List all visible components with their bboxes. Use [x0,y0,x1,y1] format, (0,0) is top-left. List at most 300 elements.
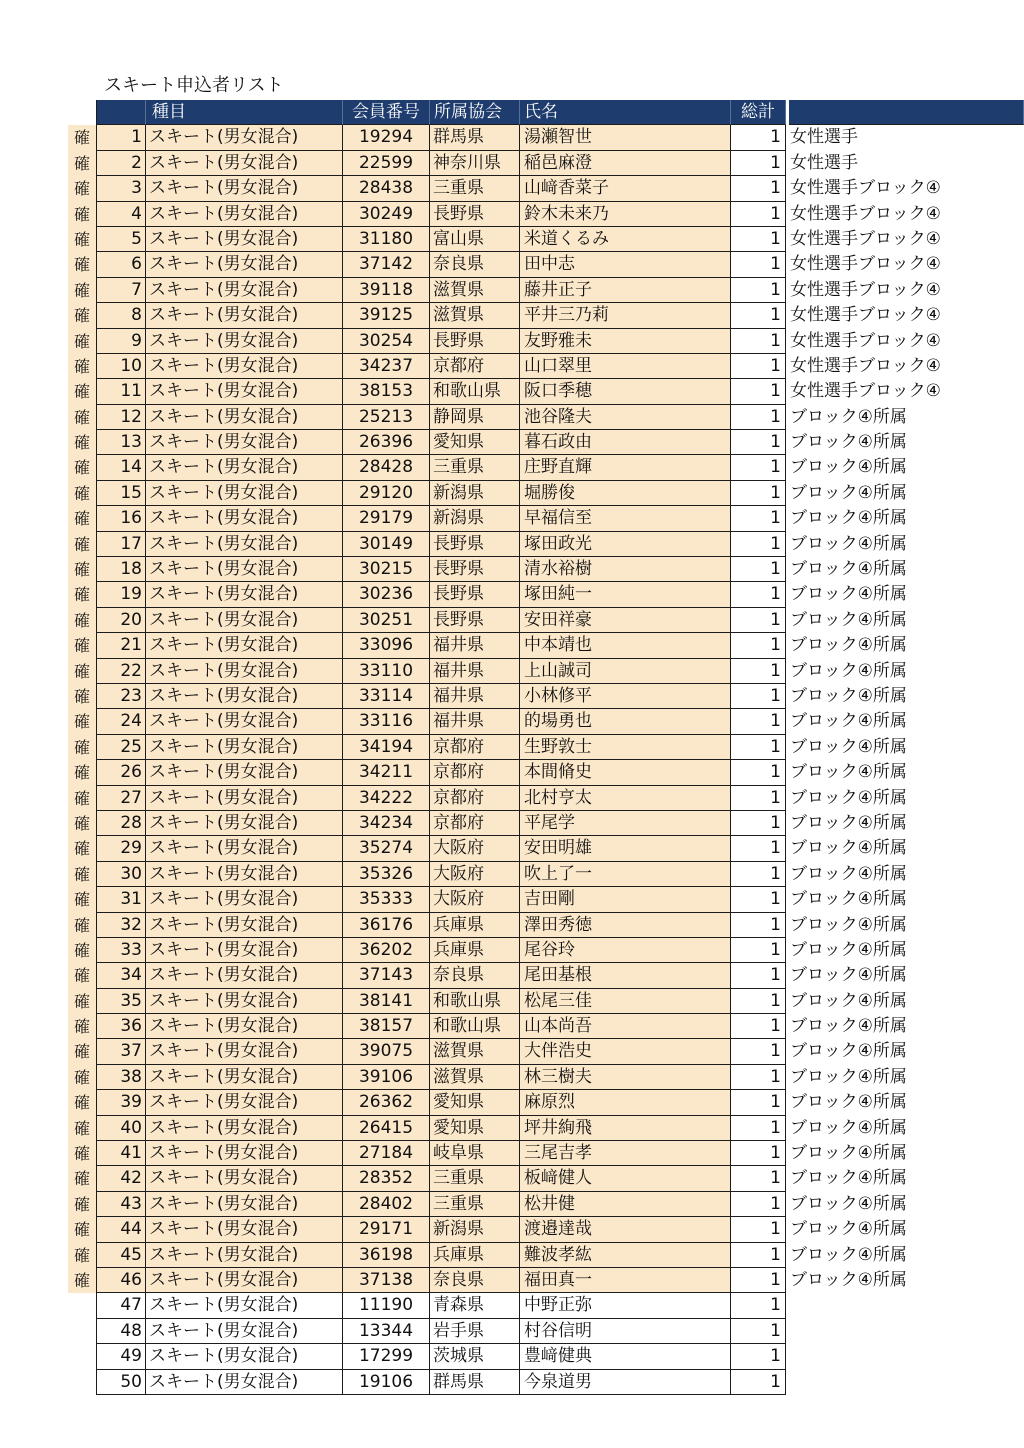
row-number: 49 [96,1344,146,1369]
note-cell: ブロック④所属 [790,1041,907,1062]
prefecture-cell: 三重県 [430,455,520,480]
note-cell: ブロック④所属 [790,1219,907,1240]
note-cell: 女性選手ブロック④ [790,254,941,275]
confirm-mark: 確 [68,709,96,734]
confirm-mark: 確 [68,405,96,430]
total-cell: 1 [731,1014,786,1039]
event-cell: スキート(男女混合) [146,659,343,684]
prefecture-cell: 奈良県 [430,252,520,277]
name-cell: 清水裕樹 [520,557,731,582]
note-cell: ブロック④所属 [790,1193,907,1214]
row-number: 47 [96,1293,146,1318]
total-cell: 1 [731,709,786,734]
row-number: 48 [96,1319,146,1344]
row-number: 39 [96,1090,146,1115]
member-number-cell: 28352 [343,1166,430,1191]
confirm-mark: 確 [68,176,96,201]
row-number: 11 [96,379,146,404]
row-number: 28 [96,811,146,836]
event-cell: スキート(男女混合) [146,1065,343,1090]
total-cell: 1 [731,1243,786,1268]
note-cell: ブロック④所属 [790,609,907,630]
name-cell: 北村亨太 [520,786,731,811]
prefecture-cell: 京都府 [430,760,520,785]
confirm-mark: 確 [68,1141,96,1166]
member-number-cell: 37143 [343,963,430,988]
confirm-mark: 確 [68,1192,96,1217]
confirm-mark: 確 [68,430,96,455]
row-number: 31 [96,887,146,912]
total-cell: 1 [731,506,786,531]
total-cell: 1 [731,1090,786,1115]
member-number-cell: 34194 [343,735,430,760]
prefecture-cell: 奈良県 [430,1268,520,1293]
event-cell: スキート(男女混合) [146,303,343,328]
row-number: 13 [96,430,146,455]
name-cell: 塚田政光 [520,532,731,557]
member-number-cell: 39106 [343,1065,430,1090]
header-note [789,100,1024,125]
note-cell: ブロック④所属 [790,1168,907,1189]
name-cell: 松井健 [520,1192,731,1217]
note-cell: ブロック④所属 [790,889,907,910]
total-cell: 1 [731,684,786,709]
prefecture-cell: 奈良県 [430,963,520,988]
confirm-mark: 確 [68,862,96,887]
prefecture-cell: 兵庫県 [430,938,520,963]
event-cell: スキート(男女混合) [146,1014,343,1039]
row-number: 35 [96,989,146,1014]
row-number: 32 [96,913,146,938]
prefecture-cell: 長野県 [430,608,520,633]
note-cell: ブロック④所属 [790,508,907,529]
row-number: 44 [96,1217,146,1242]
event-cell: スキート(男女混合) [146,202,343,227]
prefecture-cell: 京都府 [430,735,520,760]
prefecture-cell: 三重県 [430,176,520,201]
confirm-mark: 確 [68,608,96,633]
event-cell: スキート(男女混合) [146,760,343,785]
confirm-mark: 確 [68,354,96,379]
row-number: 1 [96,125,146,150]
prefecture-cell: 三重県 [430,1166,520,1191]
prefecture-cell: 新潟県 [430,1217,520,1242]
note-cell: ブロック④所属 [790,1244,907,1265]
row-number: 22 [96,659,146,684]
member-number-cell: 28438 [343,176,430,201]
member-number-cell: 39118 [343,278,430,303]
prefecture-cell: 長野県 [430,532,520,557]
name-cell: 塚田純一 [520,582,731,607]
total-cell: 1 [731,862,786,887]
confirm-mark: 確 [68,1065,96,1090]
prefecture-cell: 長野県 [430,329,520,354]
total-cell: 1 [731,1166,786,1191]
event-cell: スキート(男女混合) [146,481,343,506]
event-cell: スキート(男女混合) [146,252,343,277]
note-cell: 女性選手ブロック④ [790,178,941,199]
event-cell: スキート(男女混合) [146,887,343,912]
confirm-mark: 確 [68,329,96,354]
event-cell: スキート(男女混合) [146,582,343,607]
event-cell: スキート(男女混合) [146,684,343,709]
row-number: 46 [96,1268,146,1293]
total-cell: 1 [731,659,786,684]
row-number: 12 [96,405,146,430]
prefecture-cell: 京都府 [430,811,520,836]
event-cell: スキート(男女混合) [146,811,343,836]
confirm-mark: 確 [68,151,96,176]
total-cell: 1 [731,582,786,607]
confirm-mark: 確 [68,1166,96,1191]
note-cell: ブロック④所属 [790,838,907,859]
prefecture-cell: 兵庫県 [430,1243,520,1268]
name-cell: 本間脩史 [520,760,731,785]
event-cell: スキート(男女混合) [146,1268,343,1293]
confirm-mark: 確 [68,379,96,404]
prefecture-cell: 和歌山県 [430,989,520,1014]
total-cell: 1 [731,1217,786,1242]
event-cell: スキート(男女混合) [146,125,343,150]
row-number: 27 [96,786,146,811]
confirm-mark: 確 [68,303,96,328]
member-number-cell: 31180 [343,227,430,252]
event-cell: スキート(男女混合) [146,786,343,811]
row-number: 20 [96,608,146,633]
total-cell: 1 [731,1065,786,1090]
total-cell: 1 [731,202,786,227]
name-cell: 尾谷玲 [520,938,731,963]
note-cell: ブロック④所属 [790,1066,907,1087]
member-number-cell: 19294 [343,125,430,150]
prefecture-cell: 福井県 [430,659,520,684]
note-cell: 女性選手 [790,127,858,148]
member-number-cell: 28428 [343,455,430,480]
name-cell: 藤井正子 [520,278,731,303]
name-cell: 安田祥豪 [520,608,731,633]
name-cell: 豊﨑健典 [520,1344,731,1369]
note-cell: 女性選手ブロック④ [790,203,941,224]
confirm-mark: 確 [68,811,96,836]
member-number-cell: 19106 [343,1370,430,1395]
total-cell: 1 [731,278,786,303]
total-cell: 1 [731,1268,786,1293]
event-cell: スキート(男女混合) [146,506,343,531]
total-cell: 1 [731,633,786,658]
event-cell: スキート(男女混合) [146,1039,343,1064]
note-cell: ブロック④所属 [790,635,907,656]
row-number: 40 [96,1116,146,1141]
note-cell: ブロック④所属 [790,812,907,833]
name-cell: 湯瀬智世 [520,125,731,150]
confirm-mark: 確 [68,887,96,912]
total-cell: 1 [731,430,786,455]
total-cell: 1 [731,329,786,354]
row-number: 43 [96,1192,146,1217]
event-cell: スキート(男女混合) [146,989,343,1014]
prefecture-cell: 大阪府 [430,887,520,912]
event-cell: スキート(男女混合) [146,1293,343,1318]
prefecture-cell: 京都府 [430,786,520,811]
event-cell: スキート(男女混合) [146,151,343,176]
prefecture-cell: 岐阜県 [430,1141,520,1166]
name-cell: 松尾三佳 [520,989,731,1014]
row-number: 6 [96,252,146,277]
row-number: 8 [96,303,146,328]
prefecture-cell: 群馬県 [430,1370,520,1395]
note-cell: ブロック④所属 [790,482,907,503]
prefecture-cell: 長野県 [430,557,520,582]
total-cell: 1 [731,303,786,328]
note-cell: ブロック④所属 [790,533,907,554]
event-cell: スキート(男女混合) [146,379,343,404]
note-cell [789,1293,1024,1318]
total-cell: 1 [731,405,786,430]
total-cell: 1 [731,1370,786,1395]
row-number: 24 [96,709,146,734]
event-cell: スキート(男女混合) [146,176,343,201]
confirm-mark: 確 [68,1217,96,1242]
row-number: 42 [96,1166,146,1191]
member-number-cell: 33096 [343,633,430,658]
name-cell: 田中志 [520,252,731,277]
prefecture-cell: 大阪府 [430,862,520,887]
row-number: 14 [96,455,146,480]
event-cell: スキート(男女混合) [146,227,343,252]
confirm-mark: 確 [68,963,96,988]
member-number-cell: 22599 [343,151,430,176]
prefecture-cell: 大阪府 [430,836,520,861]
note-cell: ブロック④所属 [790,787,907,808]
note-cell: ブロック④所属 [790,660,907,681]
note-cell: ブロック④所属 [790,863,907,884]
confirm-mark: 確 [68,532,96,557]
note-cell: ブロック④所属 [790,914,907,935]
note-cell [789,1344,1024,1369]
name-cell: 的場勇也 [520,709,731,734]
row-number: 37 [96,1039,146,1064]
note-cell: 女性選手ブロック④ [790,228,941,249]
confirm-mark: 確 [68,1090,96,1115]
note-cell: ブロック④所属 [790,685,907,706]
prefecture-cell: 和歌山県 [430,1014,520,1039]
row-number: 23 [96,684,146,709]
name-cell: 麻原烈 [520,1090,731,1115]
note-cell: ブロック④所属 [790,711,907,732]
member-number-cell: 29171 [343,1217,430,1242]
note-cell: ブロック④所属 [790,736,907,757]
name-cell: 中野正弥 [520,1293,731,1318]
prefecture-cell: 福井県 [430,709,520,734]
total-cell: 1 [731,1192,786,1217]
row-number: 29 [96,836,146,861]
member-number-cell: 35274 [343,836,430,861]
confirm-mark: 確 [68,582,96,607]
name-cell: 平井三乃莉 [520,303,731,328]
confirm-mark [68,1344,96,1369]
member-number-cell: 29120 [343,481,430,506]
prefecture-cell: 青森県 [430,1293,520,1318]
name-cell: 吉田剛 [520,887,731,912]
confirm-mark: 確 [68,1014,96,1039]
name-cell: 庄野直輝 [520,455,731,480]
row-number: 3 [96,176,146,201]
event-cell: スキート(男女混合) [146,1370,343,1395]
total-cell: 1 [731,913,786,938]
event-cell: スキート(男女混合) [146,633,343,658]
name-cell: 坪井絢飛 [520,1116,731,1141]
name-cell: 難波孝紘 [520,1243,731,1268]
event-cell: スキート(男女混合) [146,557,343,582]
member-number-cell: 25213 [343,405,430,430]
confirm-mark: 確 [68,760,96,785]
total-cell: 1 [731,989,786,1014]
total-cell: 1 [731,836,786,861]
event-cell: スキート(男女混合) [146,1192,343,1217]
event-cell: スキート(男女混合) [146,1166,343,1191]
name-cell: 大伴浩史 [520,1039,731,1064]
prefecture-cell: 愛知県 [430,1090,520,1115]
name-cell: 板﨑健人 [520,1166,731,1191]
name-cell: 早福信至 [520,506,731,531]
name-cell: 小林修平 [520,684,731,709]
confirm-mark: 確 [68,735,96,760]
row-number: 19 [96,582,146,607]
note-cell [789,1319,1024,1344]
row-number: 5 [96,227,146,252]
event-cell: スキート(男女混合) [146,1344,343,1369]
note-cell: ブロック④所属 [790,432,907,453]
note-cell: ブロック④所属 [790,406,907,427]
note-cell: ブロック④所属 [790,457,907,478]
confirm-mark: 確 [68,455,96,480]
header-total: 総計 [731,100,786,125]
total-cell: 1 [731,1116,786,1141]
member-number-cell: 26396 [343,430,430,455]
row-number: 15 [96,481,146,506]
member-number-cell: 33114 [343,684,430,709]
confirm-mark: 確 [68,202,96,227]
header-no [96,100,146,125]
member-number-cell: 38153 [343,379,430,404]
prefecture-cell: 滋賀県 [430,1039,520,1064]
event-cell: スキート(男女混合) [146,836,343,861]
name-cell: 吹上了一 [520,862,731,887]
confirm-mark: 確 [68,278,96,303]
total-cell: 1 [731,354,786,379]
prefecture-cell: 長野県 [430,202,520,227]
total-cell: 1 [731,786,786,811]
member-number-cell: 36198 [343,1243,430,1268]
header-member-no: 会員番号 [343,100,430,125]
confirm-mark: 確 [68,506,96,531]
prefecture-cell: 静岡県 [430,405,520,430]
confirm-mark [68,1319,96,1344]
name-cell: 堀勝俊 [520,481,731,506]
name-cell: 山口翠里 [520,354,731,379]
prefecture-cell: 岩手県 [430,1319,520,1344]
confirm-mark: 確 [68,786,96,811]
member-number-cell: 27184 [343,1141,430,1166]
total-cell: 1 [731,1141,786,1166]
member-number-cell: 39125 [343,303,430,328]
confirm-mark: 確 [68,227,96,252]
name-cell: 生野敦士 [520,735,731,760]
row-number: 16 [96,506,146,531]
header-prefecture: 所属協会 [430,100,520,125]
row-number: 33 [96,938,146,963]
total-cell: 1 [731,760,786,785]
prefecture-cell: 群馬県 [430,125,520,150]
note-cell: ブロック④所属 [790,584,907,605]
total-cell: 1 [731,1344,786,1369]
prefecture-cell: 京都府 [430,354,520,379]
event-cell: スキート(男女混合) [146,354,343,379]
total-cell: 1 [731,455,786,480]
member-number-cell: 34211 [343,760,430,785]
total-cell: 1 [731,1293,786,1318]
name-cell: 上山誠司 [520,659,731,684]
note-cell: ブロック④所属 [790,1269,907,1290]
confirm-mark: 確 [68,836,96,861]
member-number-cell: 37138 [343,1268,430,1293]
name-cell: 池谷隆夫 [520,405,731,430]
prefecture-cell: 愛知県 [430,1116,520,1141]
note-cell: ブロック④所属 [790,559,907,580]
event-cell: スキート(男女混合) [146,405,343,430]
event-cell: スキート(男女混合) [146,1141,343,1166]
row-number: 17 [96,532,146,557]
event-cell: スキート(男女混合) [146,430,343,455]
confirm-mark: 確 [68,1243,96,1268]
prefecture-cell: 滋賀県 [430,1065,520,1090]
prefecture-cell: 和歌山県 [430,379,520,404]
document-title: スキート申込者リスト [104,75,284,96]
total-cell: 1 [731,811,786,836]
total-cell: 1 [731,481,786,506]
prefecture-cell: 兵庫県 [430,913,520,938]
prefecture-cell: 福井県 [430,684,520,709]
event-cell: スキート(男女混合) [146,1319,343,1344]
member-number-cell: 28402 [343,1192,430,1217]
member-number-cell: 33110 [343,659,430,684]
note-cell: ブロック④所属 [790,965,907,986]
member-number-cell: 11190 [343,1293,430,1318]
member-number-cell: 30149 [343,532,430,557]
confirm-mark: 確 [68,1268,96,1293]
note-cell: 女性選手ブロック④ [790,279,941,300]
member-number-cell: 30215 [343,557,430,582]
header-mark [68,100,96,125]
note-cell: ブロック④所属 [790,1016,907,1037]
total-cell: 1 [731,938,786,963]
member-number-cell: 37142 [343,252,430,277]
member-number-cell: 30254 [343,329,430,354]
note-cell: ブロック④所属 [790,990,907,1011]
prefecture-cell: 茨城県 [430,1344,520,1369]
member-number-cell: 34237 [343,354,430,379]
member-number-cell: 29179 [343,506,430,531]
member-number-cell: 34222 [343,786,430,811]
confirm-mark: 確 [68,481,96,506]
event-cell: スキート(男女混合) [146,938,343,963]
confirm-mark: 確 [68,659,96,684]
event-cell: スキート(男女混合) [146,1243,343,1268]
name-cell: 村谷信明 [520,1319,731,1344]
prefecture-cell: 滋賀県 [430,303,520,328]
prefecture-cell: 新潟県 [430,481,520,506]
confirm-mark: 確 [68,633,96,658]
